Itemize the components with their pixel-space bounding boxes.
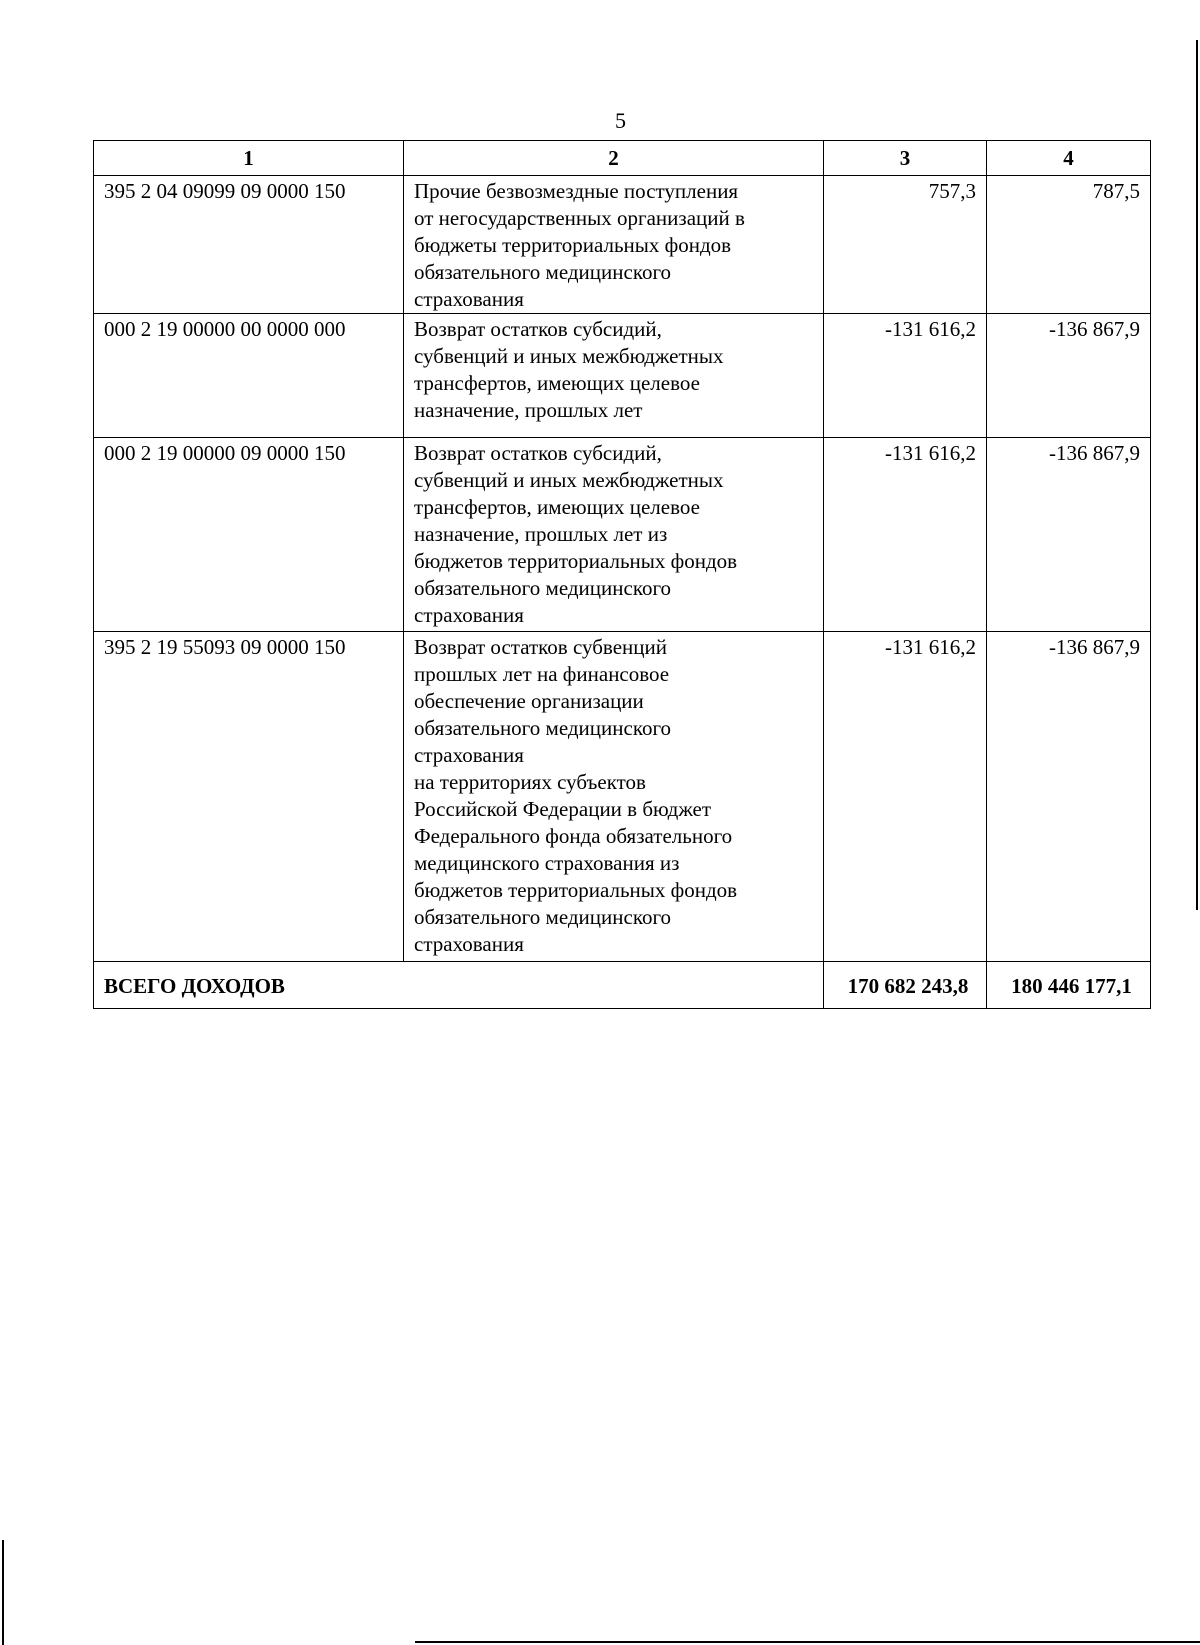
row-description: Возврат остатков субсидий, субвенций и иных межбюджетных трансфертов, имеющих целевое назначение, прошлых лет из бюджетов территориальных фондов обязательного медицинского страхования [404,438,824,632]
row-value-col4: 787,5 [987,176,1151,314]
page-number: 5 [615,108,626,133]
total-label: ВСЕГО ДОХОДОВ [94,962,824,1009]
column-header-3: 3 [824,141,987,176]
column-header-4: 4 [987,141,1151,176]
row-code: 395 2 19 55093 09 0000 150 [94,632,404,962]
row-value-col4: -136 867,9 [987,438,1151,632]
row-value-col3: -131 616,2 [824,632,987,962]
table-row [94,314,1151,438]
row-description: Возврат остатков субсидий, субвенций и иных межбюджетных трансфертов, имеющих целевое назначение, прошлых лет [404,314,824,438]
row-value-col4: -136 867,9 [987,314,1151,438]
row-description: Прочие безвозмездные поступления от негосударственных организаций в бюджеты территориальных фондов обязательного медицинского страхования [404,176,824,314]
scan-edge-left [2,1540,4,1645]
row-code: 395 2 04 09099 09 0000 150 [94,176,404,314]
row-value-col3: -131 616,2 [824,314,987,438]
row-value-col3: -131 616,2 [824,438,987,632]
table-row [94,176,1151,314]
row-value-col4: -136 867,9 [987,632,1151,962]
row-code: 000 2 19 00000 00 0000 000 [94,314,404,438]
table-row [94,632,1151,962]
header-row [94,141,1151,176]
total-value-col3: 170 682 243,8 [824,962,987,1009]
column-header-1: 1 [94,141,404,176]
row-description: Возврат остатков субвенций прошлых лет на финансовое обеспечение организации обязательного медицинского страхования на территориях субъектов Российской Федерации в бюджет Федерального фонда обязательного медицинского страхования из бюджетов территориальных фондов обязательного медицинского страхования [404,632,824,962]
row-code: 000 2 19 00000 09 0000 150 [94,438,404,632]
scan-edge-bottom [415,1641,1200,1643]
row-value-col3: 757,3 [824,176,987,314]
total-value-col4: 180 446 177,1 [987,962,1151,1009]
income-table [93,140,1151,1009]
scan-edge-right [1196,40,1198,910]
total-row [94,962,1151,1009]
column-header-2: 2 [404,141,824,176]
table-row [94,438,1151,632]
